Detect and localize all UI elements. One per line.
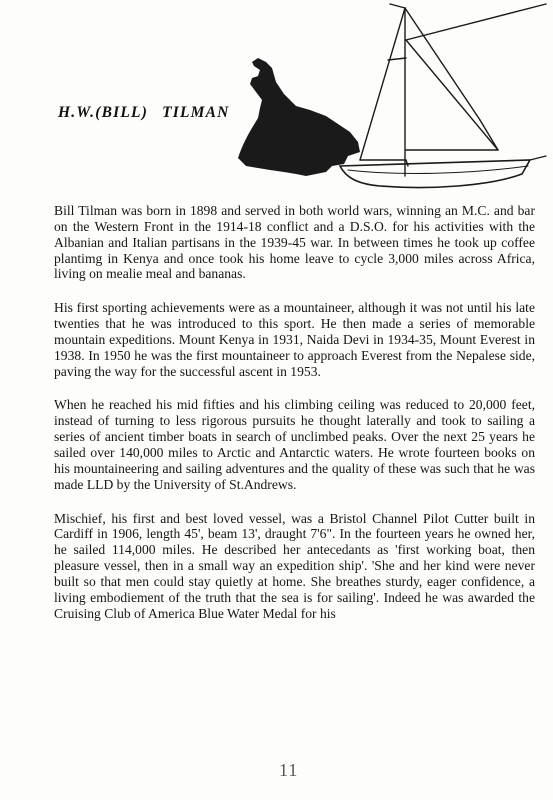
article-title <box>58 104 230 122</box>
mountain-and-sailboat-icon <box>230 0 553 200</box>
paragraph-mountaineering: His first sporting achievements were as a mountaineer, although it was not until his late twenties that he was introduced to this sport. He then made a series of memorable mountain expeditions. Mount Kenya in 1931, Naida Devi in 1934-35, Mount Everest in 1938. In 1950 he was the first mountaineer to approach Everest from the Nepalese side, paving the way for the successful ascent in 1953. <box>54 300 535 379</box>
page-number: 11 <box>279 760 299 780</box>
article-body <box>54 203 535 639</box>
paragraph-sailing: When he reached his mid fifties and his climbing ceiling was reduced to 20,000 feet, instead of turning to less rigorous pursuits he thought laterally and took to sailing a series of ancient timber boats in search of unclimbed peaks. Over the next 25 years he sailed over 140,000 miles to Arctic and Antarctic waters. He wrote fourteen books on his mountaineering and sailing adventures and the quality of these was such that he was made LLD by the University of St.Andrews. <box>54 397 535 492</box>
paragraph-early-life: Bill Tilman was born in 1898 and served in both world wars, winning an M.C. and bar on the Western Front in the 1914-18 conflict and a D.S.O. for his activities with the Albanian and Italian partisans in the 1939-45 war. In between times he took up coffee plantimg in Kenya and once took his home leave to cycle 3,000 miles across Africa, living on mealie meal and bananas. <box>54 203 535 282</box>
title-name: H.W.(BILL) <box>58 104 149 121</box>
title-surname: TILMAN <box>162 104 230 121</box>
paragraph-mischief: Mischief, his first and best loved vessel, was a Bristol Channel Pilot Cutter built in Cardiff in 1906, length 45', beam 13', draught 7'6". In the fourteen years he owned her, he sailed 114,000 miles. He described her antecedants as 'first working boat, then pleasure vessel, then in a small way an expedition ship'. 'She and her kind were never built so that men could stay quietly at home. She breathes sturdy, eager confidence, a living embodiement of the truth that the sea is for sailing'. Indeed he was awarded the Cruising Club of America Blue Water Medal for his <box>54 510 535 621</box>
